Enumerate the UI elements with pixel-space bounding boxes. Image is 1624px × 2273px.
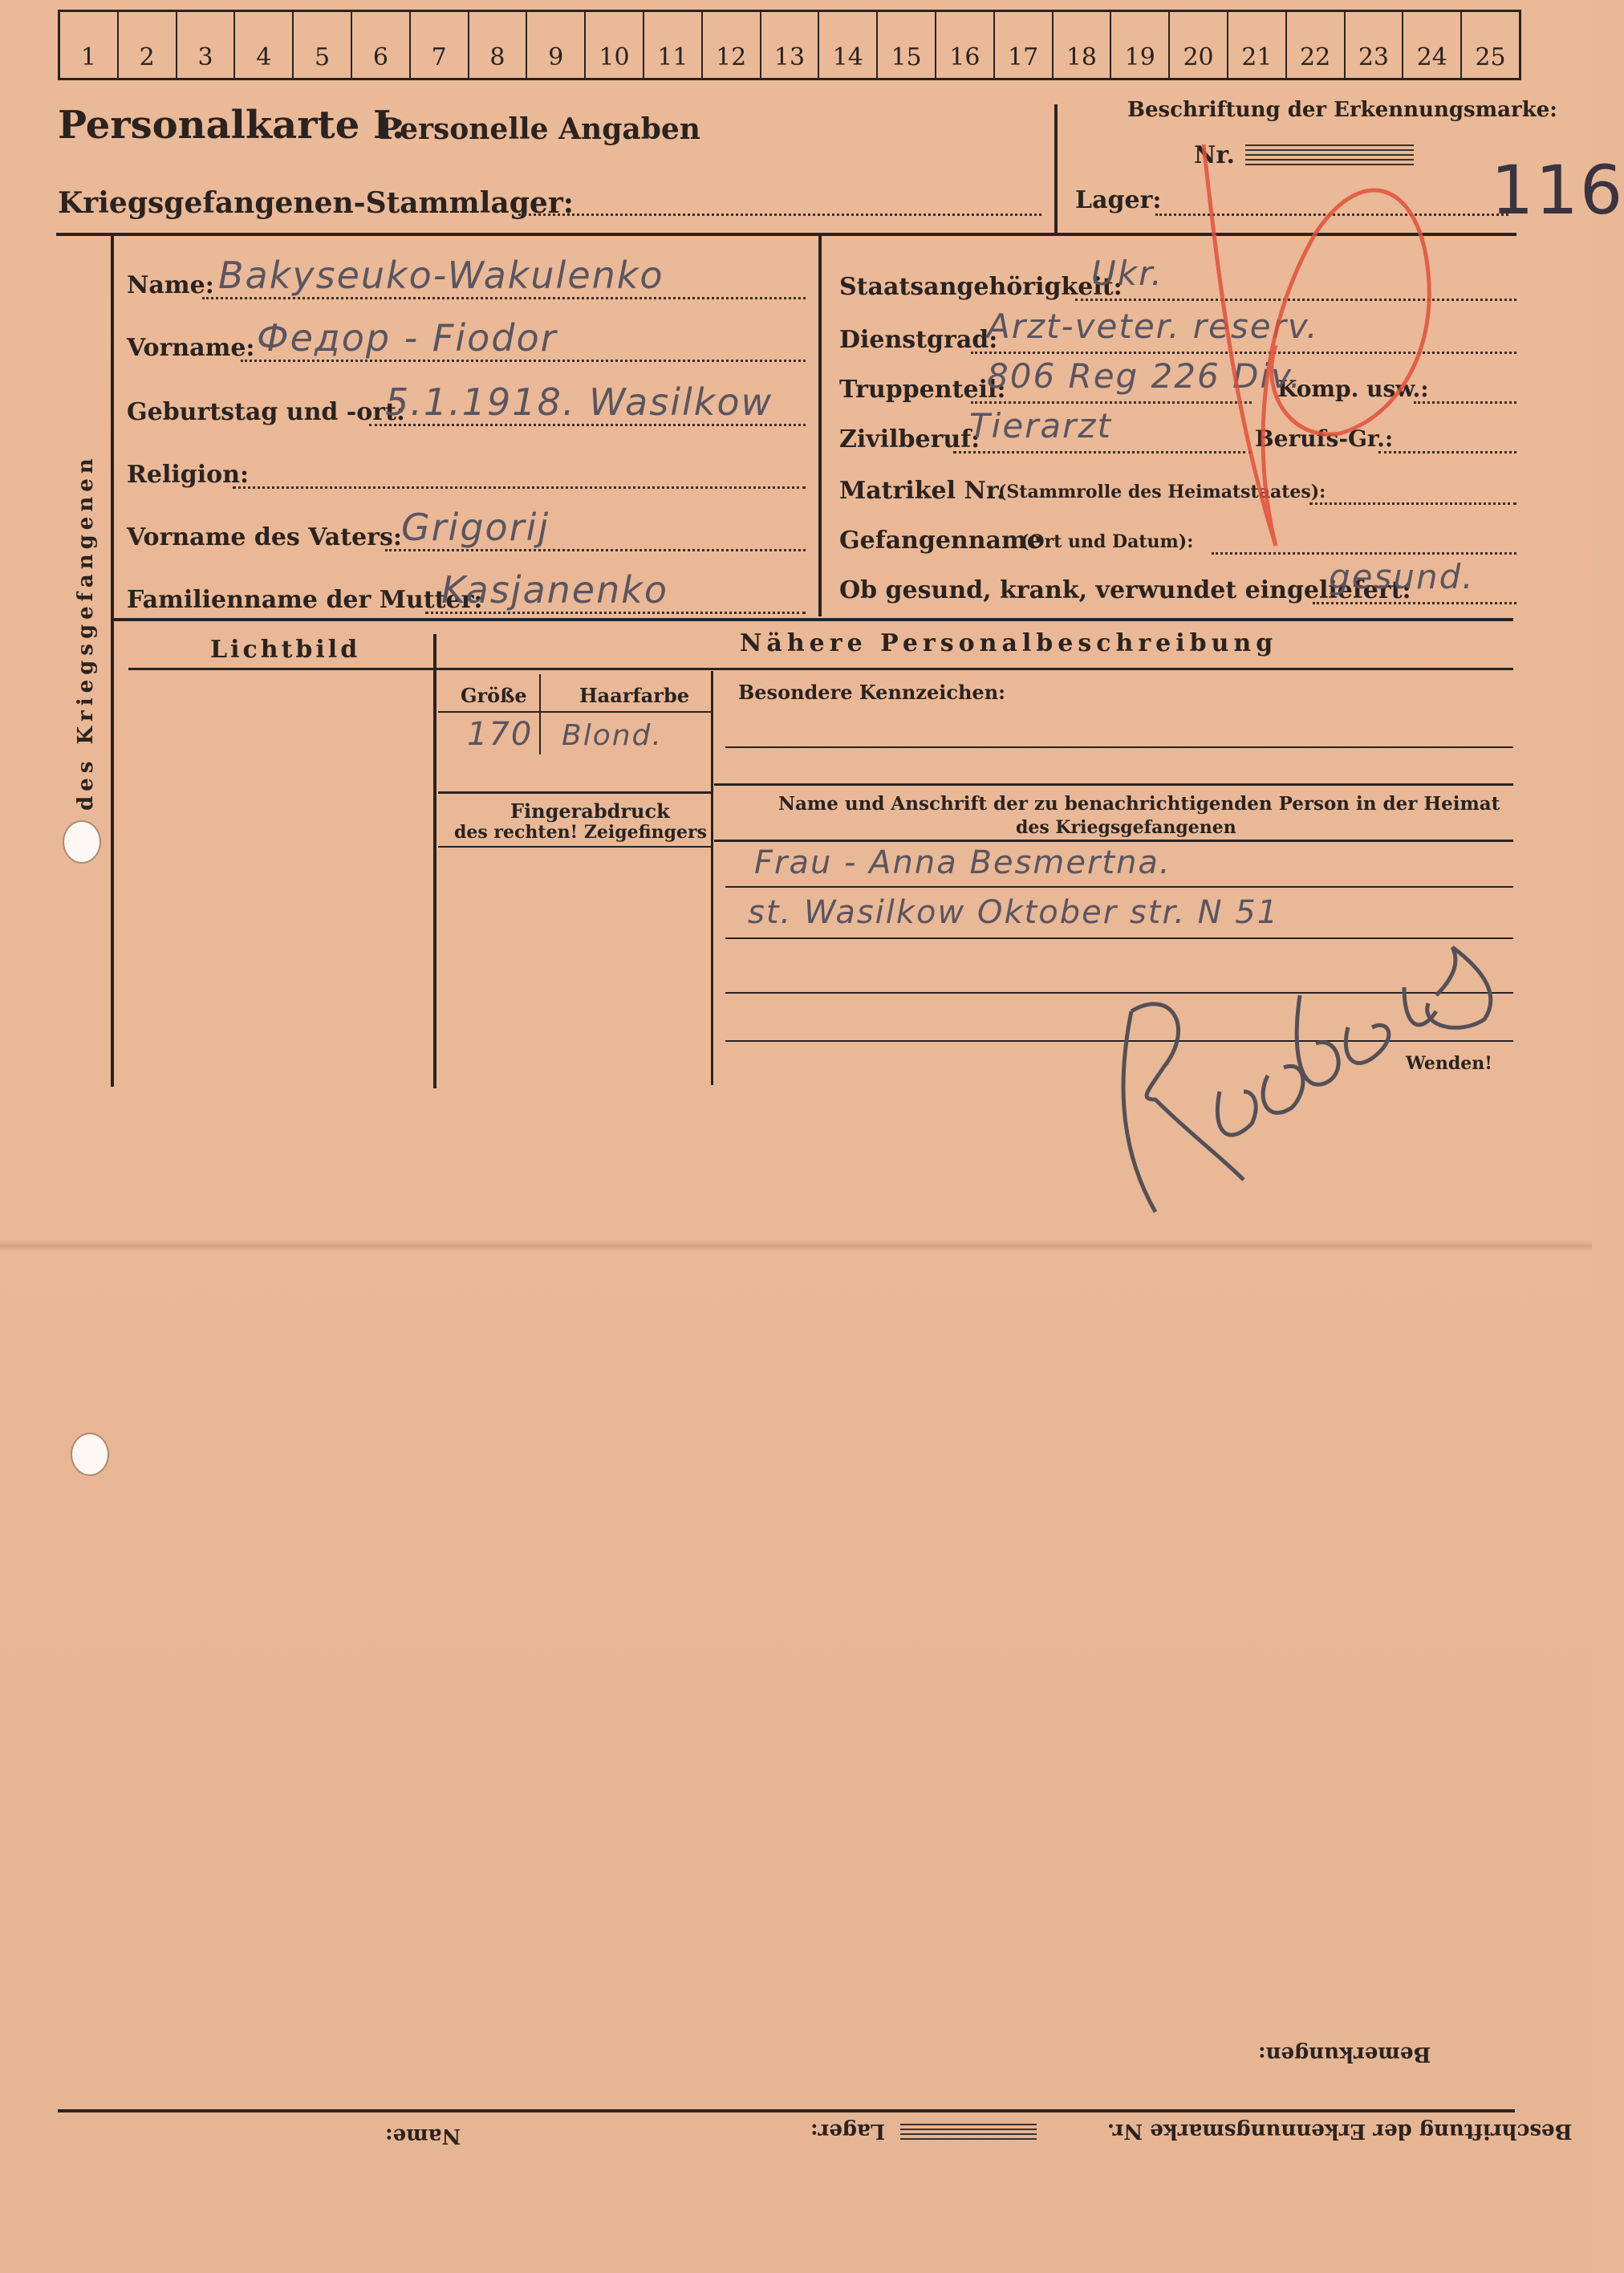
header-divider bbox=[1054, 104, 1058, 233]
field-label: Name: bbox=[127, 271, 214, 299]
tag-nr-label: Nr. bbox=[1194, 141, 1235, 169]
column-number-cell: 20 bbox=[1170, 12, 1228, 78]
punch-hole-lower bbox=[71, 1433, 109, 1476]
field-line bbox=[425, 612, 806, 614]
column-number-cell: 10 bbox=[586, 12, 644, 78]
height-header-rule bbox=[438, 711, 711, 713]
field-line bbox=[202, 297, 806, 299]
stammlager-label: Kriegsgefangenen-Stammlager: bbox=[58, 186, 574, 220]
height-hair-divider bbox=[539, 674, 541, 754]
side-label: des Kriegsgefangenen bbox=[74, 453, 98, 811]
field-value: 806 Reg 226 Div. bbox=[987, 356, 1302, 396]
hair-value: Blond. bbox=[562, 719, 663, 752]
column-number-cell: 23 bbox=[1346, 12, 1404, 78]
column-number-cell: 19 bbox=[1111, 12, 1170, 78]
signature bbox=[1083, 891, 1516, 1228]
column-number-cell: 24 bbox=[1403, 12, 1462, 78]
field-label: Staatsangehörigkeit: bbox=[839, 273, 1123, 301]
contact-header-rule bbox=[714, 840, 1513, 842]
field-label: Zivilberuf: bbox=[839, 425, 980, 453]
field-extra-label: Berufs-Gr.: bbox=[1255, 425, 1394, 452]
field-value: Grigorij bbox=[401, 506, 550, 549]
height-value: 170 bbox=[467, 716, 534, 753]
field-label: Vorname: bbox=[127, 334, 255, 362]
bottom-name-label: Name: bbox=[385, 2124, 461, 2148]
fingerprint-rule bbox=[438, 846, 711, 848]
column-number-cell: 14 bbox=[819, 12, 878, 78]
column-number-cell: 3 bbox=[177, 12, 236, 78]
column-number-cell: 6 bbox=[352, 12, 411, 78]
column-number-cell: 22 bbox=[1287, 12, 1346, 78]
column-number-cell: 8 bbox=[469, 12, 528, 78]
tag-lager-label: Lager: bbox=[1075, 186, 1162, 214]
field-label: Religion: bbox=[127, 461, 250, 489]
fields-bottom-rule bbox=[112, 618, 1513, 621]
bottom-rule bbox=[58, 2109, 1515, 2112]
field-line bbox=[233, 486, 806, 489]
field-line bbox=[369, 424, 806, 426]
card-title: Personalkarte I: bbox=[58, 103, 406, 148]
column-number-cell: 21 bbox=[1228, 12, 1287, 78]
tag-title: Beschriftung der Erkennungsmarke: bbox=[1127, 98, 1557, 122]
field-note: (Ort und Datum): bbox=[1021, 531, 1194, 552]
column-number-cell: 17 bbox=[995, 12, 1054, 78]
field-value: Arzt-veter. reserv. bbox=[987, 307, 1319, 346]
column-number-cell: 13 bbox=[761, 12, 820, 78]
height-bottom-rule bbox=[438, 791, 711, 794]
field-extra-label: Komp. usw.: bbox=[1277, 376, 1429, 402]
column-number-cell: 25 bbox=[1475, 43, 1506, 71]
bottom-tag-lines bbox=[900, 2124, 1037, 2143]
fold-crease bbox=[0, 1240, 1592, 1251]
column-number-cell: 18 bbox=[1054, 12, 1112, 78]
column-number-cell: 1 bbox=[60, 12, 119, 78]
field-line bbox=[1313, 602, 1516, 604]
contact-label-1: Name und Anschrift der zu benachrichtigenden Person in der Heimat bbox=[778, 793, 1500, 815]
field-value: 5.1.1918. Wasilkow bbox=[385, 380, 773, 424]
marks-line-1 bbox=[725, 746, 1513, 748]
column-number-cell: 2 bbox=[119, 12, 177, 78]
column-number-strip bbox=[58, 10, 1521, 80]
field-value: Bakyseuko-Wakulenko bbox=[218, 254, 664, 297]
bottom-tag-label: Beschriftung der Erkennungsmarke Nr. bbox=[1107, 2119, 1573, 2143]
punch-hole-upper bbox=[63, 820, 101, 864]
marks-label: Besondere Kennzeichen: bbox=[738, 681, 1005, 704]
column-number-cell: 5 bbox=[294, 12, 352, 78]
side-rule bbox=[111, 236, 114, 1087]
field-label: Matrikel Nr. bbox=[839, 477, 1005, 505]
field-value: gesund. bbox=[1329, 557, 1475, 596]
description-title: Nähere Personalbeschreibung bbox=[740, 629, 1278, 657]
contact-rule-1 bbox=[725, 886, 1513, 888]
column-number-cell: 7 bbox=[411, 12, 469, 78]
photo-right-rule bbox=[433, 634, 436, 1088]
wenden-label: Wenden! bbox=[1406, 1053, 1492, 1074]
field-label: Vorname des Vaters: bbox=[127, 523, 402, 551]
bottom-lager-label: Lager: bbox=[810, 2119, 886, 2143]
field-line bbox=[241, 360, 806, 362]
column-number-cell: 16 bbox=[936, 12, 995, 78]
description-divider bbox=[711, 671, 713, 1085]
marks-bottom-rule bbox=[714, 783, 1513, 786]
red-pencil-mark bbox=[1155, 128, 1460, 578]
field-label: Dienstgrad: bbox=[839, 326, 998, 354]
contact-label-2: des Kriegsgefangenen bbox=[1016, 817, 1236, 838]
fingerprint-label-1: Fingerabdruck bbox=[510, 799, 670, 823]
column-number-cell: 15 bbox=[878, 12, 936, 78]
lichtbild-label: Lichtbild bbox=[210, 636, 361, 664]
field-note: (Stammrolle des Heimatstaates): bbox=[998, 482, 1326, 502]
fingerprint-label-2: des rechten! Zeigefingers bbox=[454, 822, 708, 843]
hair-label: Haarfarbe bbox=[579, 684, 689, 707]
card-subtitle: Personelle Angaben bbox=[379, 112, 700, 146]
contact-line-2: st. Wasilkow Oktober str. N 51 bbox=[748, 894, 1280, 931]
field-value: Федор - Fiodor bbox=[257, 316, 558, 360]
field-line bbox=[385, 549, 806, 551]
stammlager-line bbox=[518, 213, 1041, 216]
middle-rule bbox=[818, 236, 822, 616]
field-value: Kasjanenko bbox=[441, 568, 669, 612]
column-number-cell: 11 bbox=[644, 12, 703, 78]
contact-line-1: Frau - Anna Besmertna. bbox=[754, 844, 1171, 881]
field-label: Ob gesund, krank, verwundet eingeliefert: bbox=[839, 576, 1411, 604]
field-label: Geburtstag und -ort: bbox=[127, 398, 406, 426]
column-number-cell: 4 bbox=[235, 12, 294, 78]
field-value: Ukr. bbox=[1091, 254, 1163, 293]
field-label: Truppenteil: bbox=[839, 376, 1006, 404]
height-label: Größe bbox=[461, 684, 527, 707]
column-number-cell: 9 bbox=[527, 12, 586, 78]
handwritten-card-number: 116 bbox=[1491, 151, 1624, 230]
bemerkungen-label: Bemerkungen: bbox=[1258, 2042, 1431, 2066]
field-label: Familienname der Mutter: bbox=[127, 586, 483, 614]
field-value: Tierarzt bbox=[969, 406, 1112, 445]
field-label: Gefangenname bbox=[839, 527, 1042, 555]
column-number-cell: 12 bbox=[703, 12, 761, 78]
photo-top-rule bbox=[128, 668, 1513, 670]
